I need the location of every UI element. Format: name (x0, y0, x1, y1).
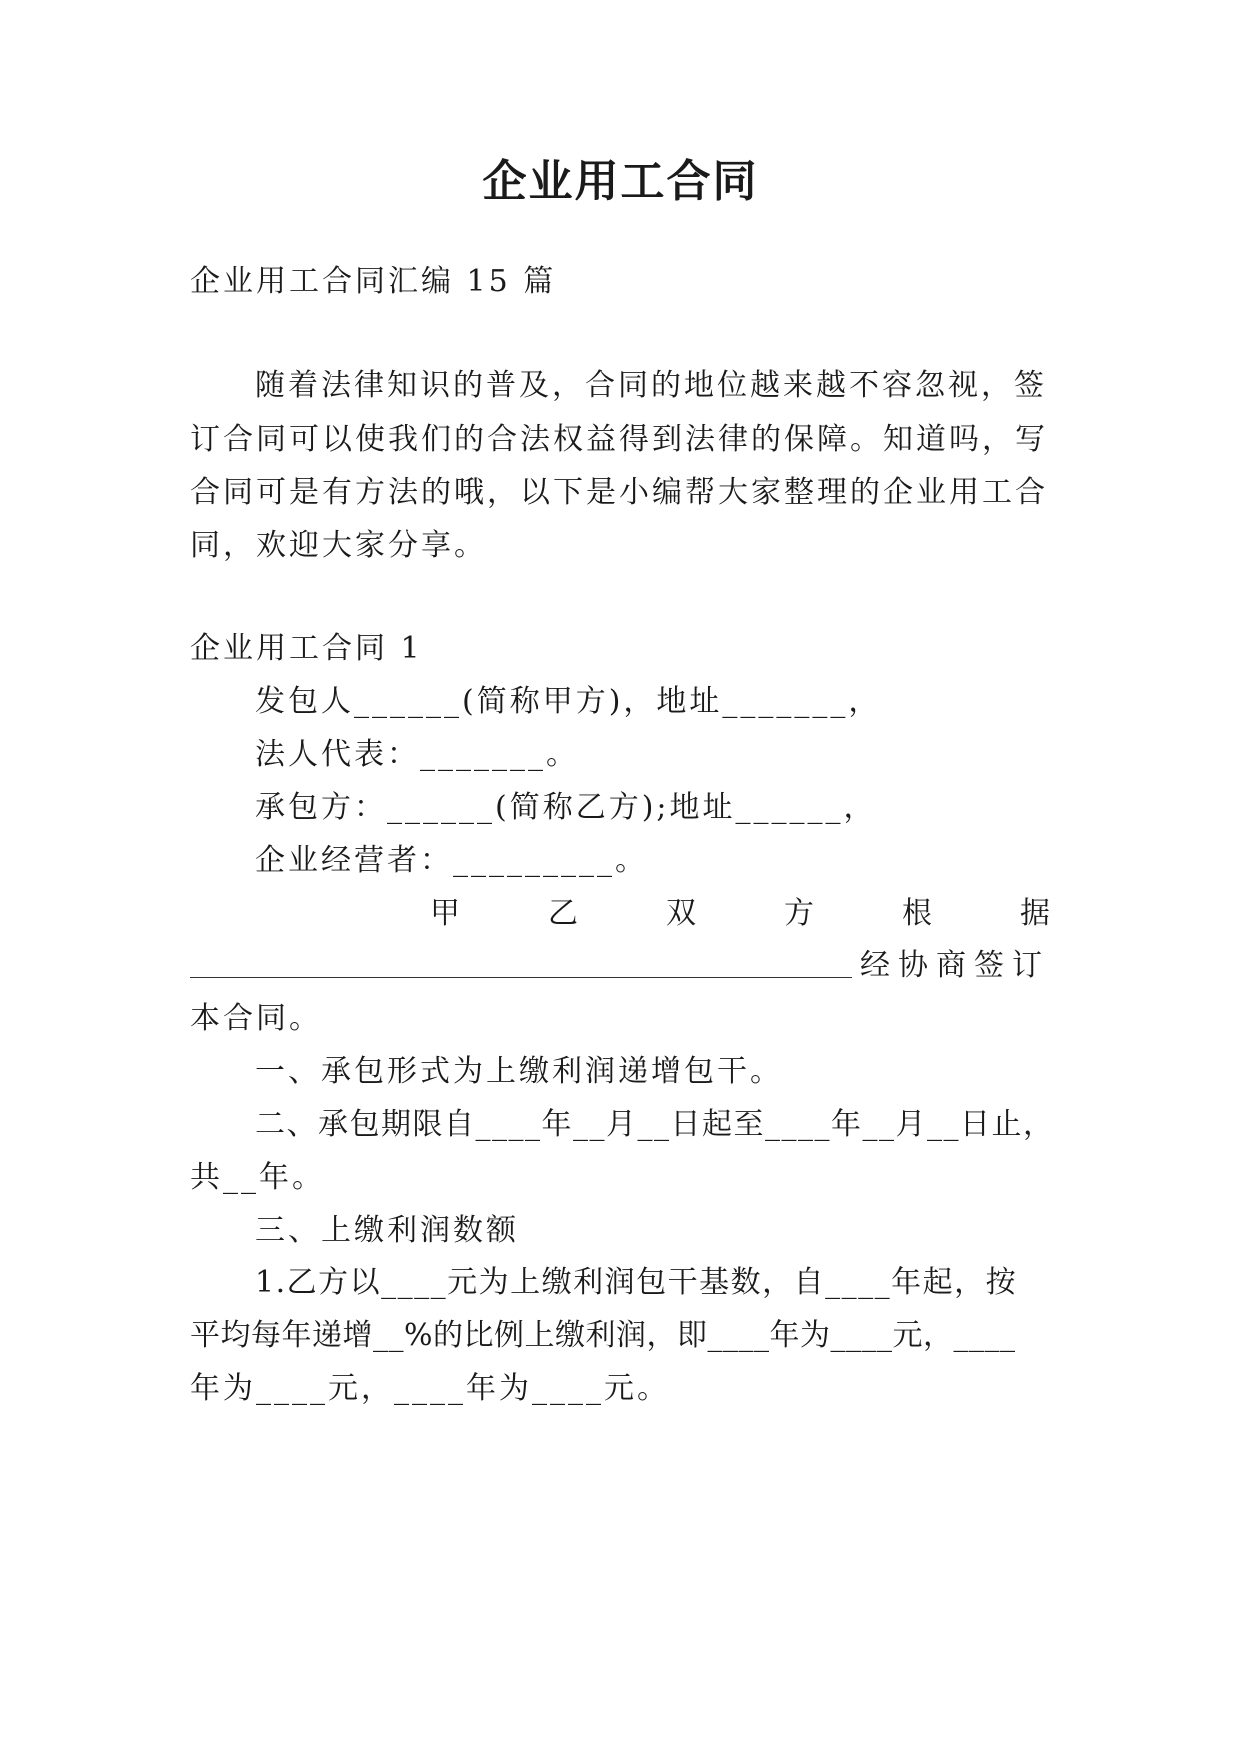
party-line-contractor: 承包方：______(简称乙方);地址______， (255, 790, 877, 825)
intro-line-2: 订合同可以使我们的合法权益得到法律的保障。知道吗，写 (190, 422, 1048, 457)
party-line-legal-rep: 法人代表：_______。 (255, 737, 579, 772)
intro-line-1: 随着法律知识的普及，合同的地位越来越不容忽视，签 (255, 368, 1047, 403)
intro-line-3: 合同可是有方法的哦，以下是小编帮大家整理的企业用工合 (190, 475, 1048, 510)
clause-3-item-1-line-2: 平均每年递增__%的比例上缴利润，即____年为____元，____ (190, 1318, 1016, 1353)
clause-2-line-2: 共__年。 (190, 1160, 325, 1195)
agreement-spread-words (430, 894, 1050, 934)
agreement-tail: 经协商签订 (860, 948, 1050, 983)
clause-3-item-1-line-1: 1.乙方以____元为上缴利润包干基数，自____年起，按 (255, 1265, 1018, 1300)
agreement-end: 本合同。 (190, 1001, 322, 1036)
clause-1: 一、承包形式为上缴利润递增包干。 (255, 1054, 783, 1089)
agreement-word: 据 (1020, 896, 1050, 931)
document-title: 企业用工合同 (482, 156, 759, 207)
agreement-word: 根 (902, 896, 932, 931)
party-line-operator: 企业经营者：_________。 (255, 843, 648, 878)
clause-2-line-1: 二、承包期限自____年__月__日起至____年__月__日止， (255, 1107, 1055, 1142)
agreement-word: 方 (784, 896, 814, 931)
agreement-blank-line (190, 946, 1050, 986)
agreement-word: 甲 (430, 896, 460, 931)
clause-3-item-1-line-3: 年为____元，____年为____元。 (190, 1371, 670, 1406)
section-heading: 企业用工合同 1 (190, 631, 423, 666)
agreement-word: 双 (666, 896, 696, 931)
document-subtitle: 企业用工合同汇编 15 篇 (190, 264, 557, 299)
intro-line-4: 同，欢迎大家分享。 (190, 528, 487, 563)
blank-rule (190, 976, 852, 978)
party-line-employer: 发包人______(简称甲方)，地址_______， (255, 684, 882, 719)
clause-3-heading: 三、上缴利润数额 (255, 1213, 519, 1248)
agreement-word: 乙 (548, 896, 578, 931)
